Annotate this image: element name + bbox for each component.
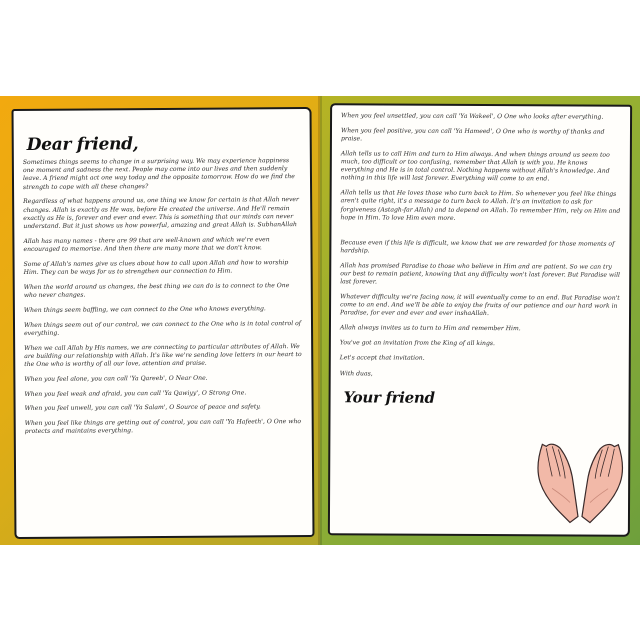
left-paragraph: When things seem out of our control, we can connect to the One who is in total control of everything. (23, 319, 302, 337)
right-letter-content (340, 112, 623, 407)
left-paragraph: Allah has many names - there are 99 that are well-known and which we're even encouraged to memorise. And then there are many more that we don't know. (23, 236, 270, 253)
praying-hands-icon (530, 436, 630, 527)
right-paragraph: Because even if this life is difficult, we know that we are rewarded for those moments of hardship. (340, 238, 615, 255)
right-paragraph: When you feel unsettled, you can call 'Ya Wakeel', O One who looks after everything. (341, 112, 604, 121)
left-letter-sheet (12, 107, 315, 539)
right-page (320, 96, 640, 545)
right-paragraph: Whatever difficulty we're facing now, it will eventually come to an end. But Paradise won't come to an end. And we'll be able to enjoy the fruits of our patience and our hard work in Paradise, for ever and ever and ever inshaAllah. (340, 293, 620, 318)
right-paragraph: You've got an invitation from the King of all kings. (339, 339, 495, 347)
left-paragraph: Regardless of what happens around us, one thing we know for certain is that Allah never changes. Allah is exactly as He was, before He created the universe. And He'll remain exactly as He is, forever and ever and ever. This is something that our minds can never understand. But it just shows us how powerful, amazing and great Allah is. SubhanAllah (23, 196, 299, 230)
right-paragraph: Allah always invites us to turn to Him and remember Him. (339, 324, 521, 333)
left-paragraph: When we call Allah by His names, we are connecting to particular attributes of Allah. We are building our relationship with Allah. It's like we're sending love letters in our heart to the One who is worthy of all our love, attention and praise. (24, 342, 302, 368)
left-paragraph: Some of Allah's names give us clues about how to call upon Allah and how to worship Him. They can be ways for us to strengthen our connection to Him. (23, 258, 289, 276)
letter-closing: With duas, (339, 370, 373, 378)
letter-greeting: Dear friend, (26, 134, 139, 155)
left-page (0, 96, 320, 545)
left-paragraph: When the world around us changes, the best thing we can do is to connect to the One who never changes. (23, 281, 290, 299)
right-paragraph: Allah tells us to call Him and turn to Him always. And when things around us seem too much, too difficult or too confusing, remember that Allah is with you. He knows everything and He is in total control. Nothing happens without Allah's knowledge. And nothing in this life will last forever. Everything will come to an end. (340, 150, 610, 183)
left-paragraph: Sometimes things seems to change in a surprising way. We may experience happiness one moment and sadness the next. People may come into our lives and then suddenly leave. A friend might act one way today and the opposite tomorrow. How do we find the strength to cope with all these changes? (22, 157, 295, 191)
right-paragraph: Let's accept that invitation. (339, 353, 425, 362)
book-gutter (318, 96, 322, 545)
right-paragraph: Allah has promised Paradise to those who believe in Him and are patient. So we can try our best to remain patient, knowing that any difficulty won't last forever. But Paradise will last forever. (340, 261, 621, 286)
left-paragraph: When you feel like things are getting out of control, you can call 'Ya Hafeeth', O One who protects and maintains everything. (24, 418, 302, 436)
right-paragraph: Allah tells us that He loves those who turn back to Him. So whenever you feel like things aren't quite right, it's a message to turn back to Allah. It's an invitation to ask for forgiveness (Astagh-far Allah) and to depend on Allah. To remember Him, rely on Him and hope in Him. To love Him even more. (340, 189, 621, 222)
letter-signature: Your friend (343, 388, 435, 407)
left-letter-content (23, 133, 304, 443)
left-paragraph: When you feel weak and afraid, you can call 'Ya Qawiyy', O Strong One. (24, 389, 247, 398)
left-paragraph: When things seem baffling, we can connect to the One who knows everything. (23, 305, 266, 314)
left-paragraph: When you feel unwell, you can call 'Ya Salam', O Source of peace and safety. (24, 403, 261, 413)
right-letter-sheet (328, 103, 632, 537)
left-paragraph: When you feel alone, you can call 'Ya Qareeb', O Near One. (24, 374, 208, 383)
right-paragraph: When you feel positive, you can call 'Ya Hameed', O One who is worthy of thanks and praise. (340, 127, 605, 143)
